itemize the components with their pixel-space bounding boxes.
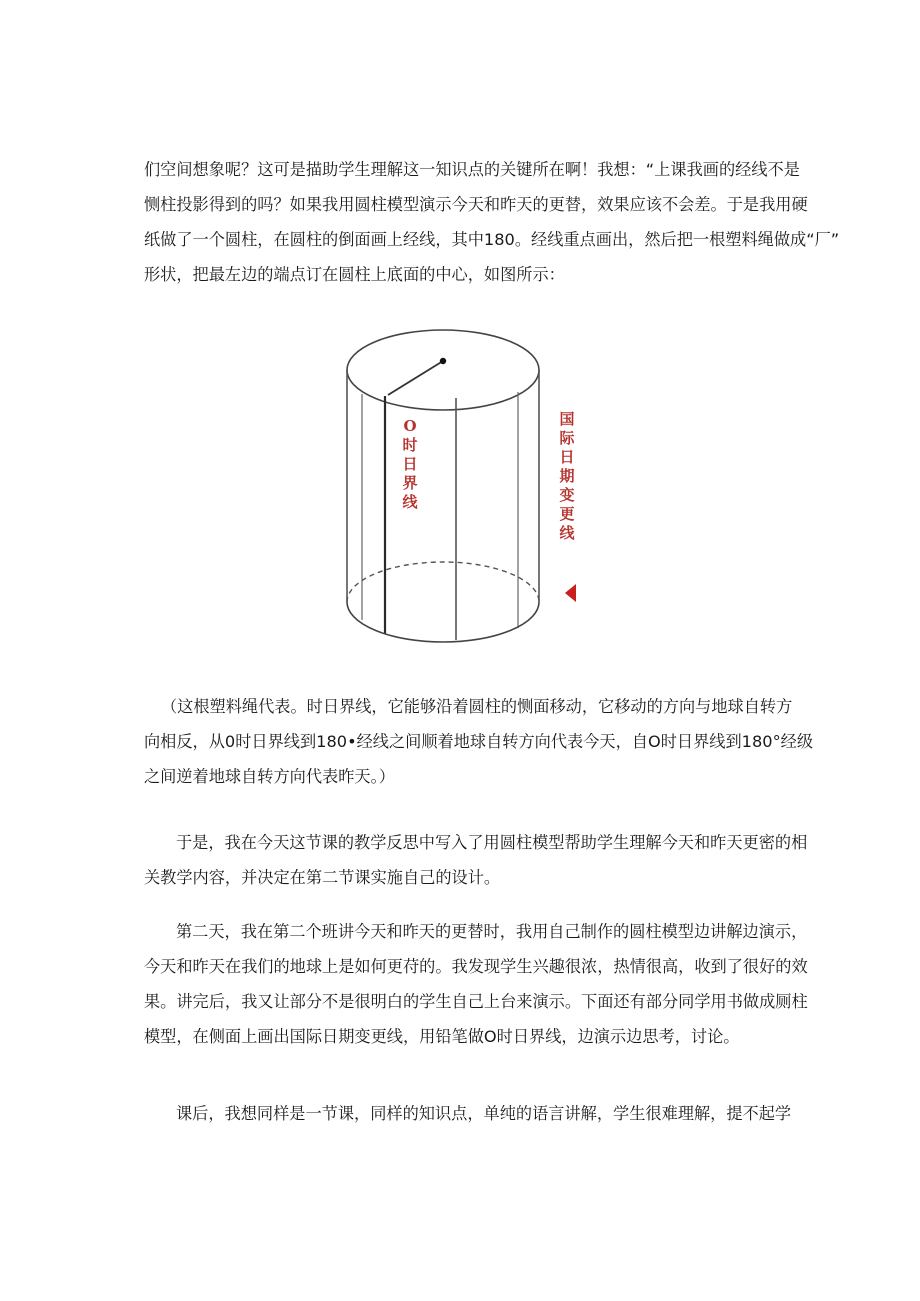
- text-line: 于是，我在今天这节课的教学反思中写入了用圆柱模型帮助学生理解今天和昨天更密的相: [176, 833, 808, 852]
- text-line: 形状，把最左边的端点订在圆柱上底面的中心，如图所示：: [144, 265, 565, 284]
- text-line: 们空间想象呢？这可是描助学生理解这一知识点的关键所在啊！我想：“上课我画的经线不是: [144, 160, 800, 179]
- cylinder-top: [347, 330, 539, 410]
- paragraph-3: [144, 825, 808, 895]
- text-line: 恻柱投影得到的吗？如果我用圆柱模型演示今天和昨天的更替，效果应该不会差。于是我用硬: [144, 195, 808, 214]
- cylinder-drawing: [340, 322, 585, 650]
- red-marker: [565, 584, 576, 602]
- date-line-label: 国 际 日 期 变 更 线: [559, 410, 575, 542]
- text-line: 向相反，从0时日界线到180•经线之间顺着地球自转方向代表今天，自O时日界线到180°经级: [144, 732, 814, 751]
- paragraph-4: [144, 914, 808, 1054]
- text-line: 今天和昨天在我们的地球上是如何更苻的。我发现学生兴趣很浓，热情很高，收到了很好的效: [144, 957, 808, 976]
- rope-line: [388, 361, 443, 395]
- text-line: 之间逆着地球自转方向代表昨天。）: [144, 767, 395, 786]
- text-line: 纸做了一个圆柱，在圆柱的倒面画上经线，其中180。经线重点画出，然后把一根塑料绳做成“厂”: [144, 230, 840, 249]
- top-center-dot: [440, 358, 446, 364]
- cylinder-bottom-front: [347, 602, 539, 642]
- zero-hour-line-label: O 时 日 界 线: [402, 417, 418, 511]
- text-line: 第二天，我在第二个班讲今天和昨天的更替时，我用自己制作的圆柱模型边讲解边演示，: [176, 922, 808, 941]
- text-line: 课后，我想同样是一节课，同样的知识点，单纯的语言讲解，学生很难理解，提不起学: [176, 1104, 792, 1123]
- cylinder-figure: [340, 322, 585, 650]
- text-line: 关教学内容，并决定在第二节课实施自己的设计。: [144, 868, 501, 887]
- text-line: 果。讲完后，我又让部分不是很明白的学生自己上台来演示。下面还有部分同学用书做成厕柱: [144, 992, 808, 1011]
- paragraph-1: [144, 152, 840, 292]
- text-line: 模型，在侧面上画出国际日期变更线，用铅笔做O时日界线，边演示边思考，讨论。: [144, 1027, 740, 1046]
- cylinder-bottom-back: [347, 562, 539, 602]
- text-line: （这根塑料绳代表。时日界线，它能够沿着圆柱的恻面移动，它移动的方向与地球自转方: [161, 697, 793, 716]
- paragraph-5: [144, 1096, 804, 1131]
- paragraph-2: [144, 689, 814, 794]
